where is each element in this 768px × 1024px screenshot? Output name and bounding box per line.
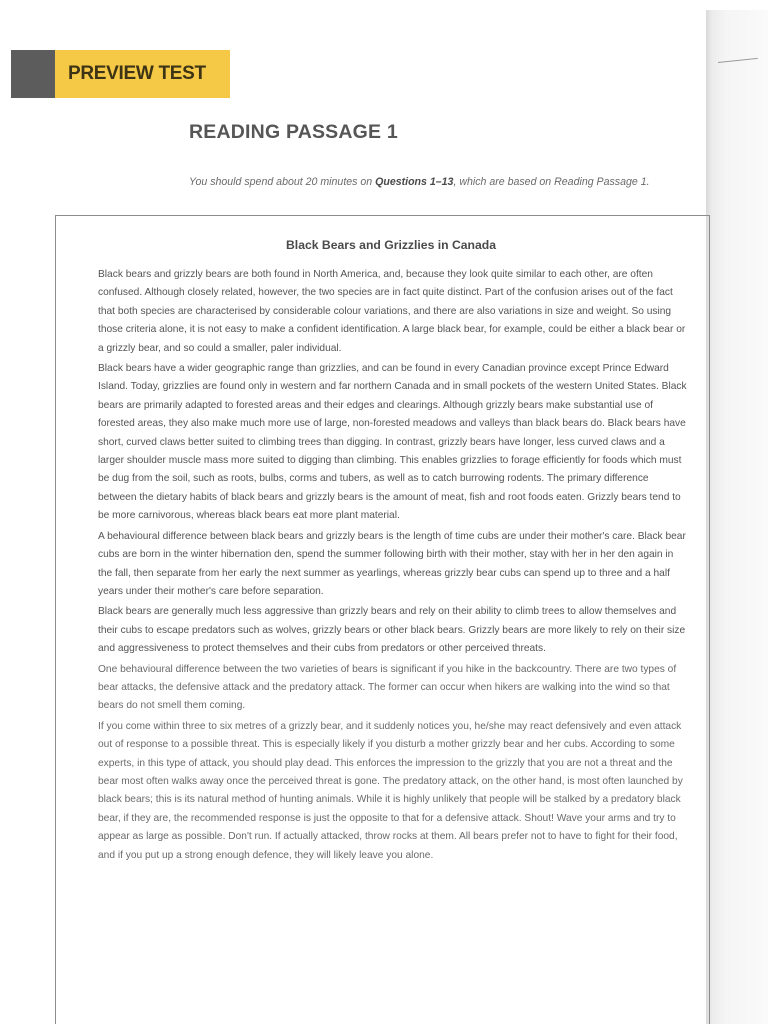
- paragraph-1: Black bears and grizzly bears are both found in North America, and, because they look quite similar to each other, are often confused. Although closely related, however, the two species are in fact quite distinct. Part of the confusion arises out of the fact that both species are characterised by considerable colour variations, and there are also variations in size and weight. So using those criteria alone, it is not easy to make a confident identification. A large black bear, for example, could be either a black bear or a grizzly bear, and so could a smaller, paler individual.: [98, 269, 686, 354]
- passage-heading: READING PASSAGE 1: [189, 121, 398, 143]
- paragraph-5: One behavioural difference between the two varieties of bears is significant if you hike in the backcountry. There are two types of bear attacks, the defensive attack and the predatory attack. The former can occur when hikers are walking into the wind so that bears do not smell them coming.: [98, 663, 677, 712]
- paragraph-2: Black bears have a wider geographic range than grizzlies, and can be found in every Canadian province except Prince Edward Island. Today, grizzlies are found only in western and far northern Canada and in small pockets of the western United States. Black bears are primarily adapted to forested areas and their edges and clearings. Although grizzly bears make substantial use of forested areas, they also make much more use of large, non-forested meadows and valleys than black bears do. Black bears have short, curved claws better suited to climbing trees than digging. In contrast, grizzly bears have longer, less curved claws and a larger shoulder muscle mass more suited to digging than climbing. This enables grizzlies to forage efficiently for foods which must be dug from the soil, such as roots, bulbs, corms and tubers, as well as to catch burrowing rodents. The primary difference between the dietary habits of black bears and grizzly bears is the amount of meat, fish and root foods eaten. Grizzly bears tend to be more carnivorous, whereas black bears eat more plant material.: [98, 363, 687, 522]
- page-edge-shadow: [706, 10, 768, 1024]
- tab-dark-block: [11, 50, 55, 98]
- instructions-text-after: , which are based on Reading Passage 1.: [453, 176, 650, 188]
- paragraph-3: A behavioural difference between black bears and grizzly bears is the length of time cubs are under their mother's care. Black bear cubs are born in the winter hibernation den, spend the summer following birth with their mother, stay with her in her den again in the fall, then separate from her early the next summer as yearlings, whereas grizzly bear cubs can spend up to three and a half years under their mother's care before separation.: [98, 530, 686, 597]
- instructions-text-before: You should spend about 20 minutes on: [189, 176, 376, 188]
- tab-yellow-block: [55, 50, 230, 98]
- passage-body: [98, 266, 688, 867]
- paragraph-6: If you come within three to six metres of a grizzly bear, and it suddenly notices you, he/she may react defensively and even attack out of response to a possible threat. This is especially likely if you disturb a mother grizzly bear and her cubs. According to some experts, in this type of attack, you should play dead. This enforces the impression to the grizzly that you are not a threat and the bear most often walks away once the perceived threat is gone. The predatory attack, on the other hand, is most often launched by black bears; this is its natural method of hunting animals. While it is highly unlikely that people will be stalked by a predatory black bear, if they are, the recommended response is just the opposite to that for a defensive attack. Shout! Wave your arms and try to appear as large as possible. Don't run. If actually attacked, throw rocks at them. All bears prefer not to have to fight for their food, and if you put up a strong enough defence, they will likely leave you alone.: [98, 720, 683, 861]
- preview-test-tab: [11, 50, 230, 98]
- passage-title: Black Bears and Grizzlies in Canada: [286, 238, 496, 252]
- instructions: [189, 175, 669, 190]
- instructions-questions: Questions 1–13: [375, 176, 454, 188]
- paragraph-4: Black bears are generally much less aggressive than grizzly bears and rely on their ability to climb trees to allow themselves and their cubs to escape predators such as wolves, grizzly bears or other black bears. Grizzly bears are more likely to rely on their size and aggressiveness to protect themselves and their cubs from predators or other perceived threats.: [98, 606, 686, 655]
- preview-test-label: PREVIEW TEST: [68, 63, 206, 84]
